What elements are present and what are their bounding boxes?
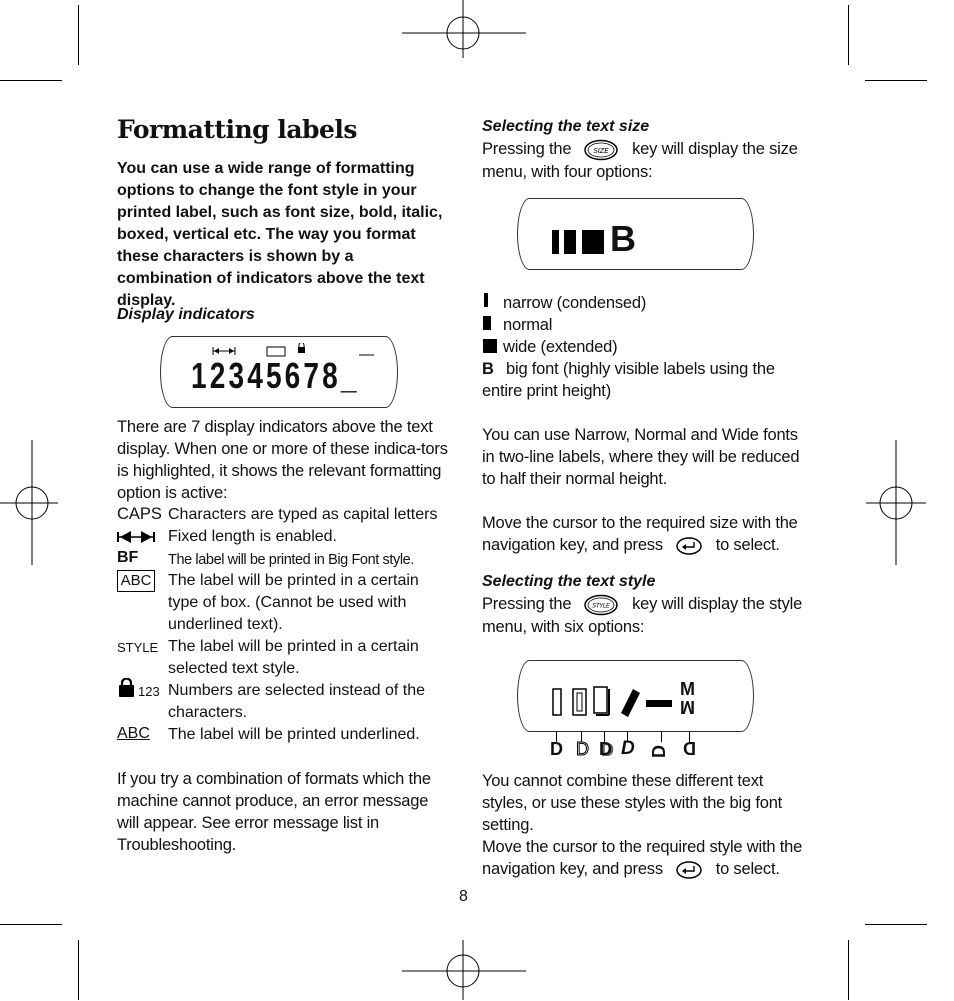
text-size-heading: Selecting the text size [482, 118, 650, 135]
normal-glyph [564, 230, 576, 254]
size-select-instruction: Move the cursor to the required size with the navigation key, and press to select. [482, 514, 798, 554]
vertical-style-glyph [646, 700, 672, 707]
registration-mark-right [866, 440, 926, 570]
mirror-style-glyph: M M [680, 679, 695, 717]
style-combination-note: You cannot combine these different text styles, or use these styles with the big font setting. [482, 772, 783, 834]
page-title: Formatting labels [117, 115, 357, 144]
registration-mark-left [0, 440, 60, 570]
caps-indicator-label: CAPS [117, 505, 162, 523]
normal-sample: D [550, 739, 563, 759]
svg-text:SIZE: SIZE [593, 146, 609, 155]
big-font-label: B [482, 360, 494, 378]
enter-key-icon [673, 536, 705, 556]
lock-icon [118, 678, 136, 698]
italic-style-glyph [621, 689, 640, 717]
mirror-sample: D [683, 739, 696, 759]
italic-sample: D [621, 738, 635, 759]
normal-icon [483, 316, 491, 330]
style-indicator-label: STYLE [117, 640, 159, 655]
numbers-indicator-label: 123 [138, 684, 160, 699]
style-indicator-text: The label will be printed in a certain selected text style. [168, 638, 419, 677]
lcd-size-menu [517, 198, 754, 270]
svg-text:STYLE: STYLE [592, 602, 610, 610]
registration-mark-top [400, 0, 530, 60]
wide-text: wide (extended) [503, 338, 618, 356]
numbers-indicator-text: Numbers are selected instead of the characters. [168, 682, 426, 721]
text-size-intro: Pressing the SIZE key will display the size menu, with four options: [482, 140, 798, 181]
narrow-text: narrow (condensed) [503, 294, 647, 312]
underline-indicator-label: ABC [117, 725, 150, 742]
fixed-length-icon [117, 530, 157, 544]
two-line-note: You can use Narrow, Normal and Wide fonts in two-line labels, where they will be reduced to half their normal height. [482, 426, 800, 488]
text-style-heading: Selecting the text style [482, 573, 656, 590]
box-indicator-label: ABC [117, 570, 155, 592]
lock-indicator-icon [298, 343, 305, 353]
fixed-length-indicator-icon [213, 347, 235, 355]
size-key-icon [582, 139, 624, 161]
outline-sample: D [576, 739, 589, 759]
caps-indicator-text: Characters are typed as capital letters [168, 506, 438, 523]
big-font-glyph: B [610, 218, 636, 259]
big-font-text: big font (highly visible labels using the entire print height) [482, 360, 775, 400]
text-style-intro: Pressing the STYLE key will display the style menu, with six options: [482, 595, 803, 636]
wide-icon [483, 339, 497, 353]
indicators-description: There are 7 display indicators above the text display. When one or more of these indica-tors is highlighted, it shows the relevant formatting option is active: [117, 418, 448, 502]
underline-indicator-text: The label will be printed underlined. [168, 726, 420, 743]
lcd-style-menu [517, 660, 754, 732]
wide-glyph [582, 230, 604, 254]
page-number: 8 [459, 888, 468, 905]
style-option-glyphs [548, 679, 698, 721]
style-select-instruction: Move the cursor to the required style with the navigation key, and press to select. [482, 838, 803, 878]
display-indicators-heading: Display indicators [117, 306, 255, 323]
narrow-glyph [552, 230, 559, 254]
shadow-sample: D [599, 739, 612, 759]
shadow-style-glyph [594, 687, 607, 713]
lcd-characters: 12345678_ [191, 355, 360, 396]
vertical-sample: D [649, 745, 669, 758]
lcd-display-indicators [160, 336, 398, 408]
enter-key-icon [673, 860, 705, 880]
narrow-icon [484, 293, 488, 307]
box-indicator-text: The label will be printed in a certain type of box. (Cannot be used with underlined text). [168, 572, 419, 633]
intro-paragraph: You can use a wide range of formatting options to change the font style in your printed label, such as font size, bold, italic, boxed, vertical etc. The way you format these characters is shown by a combination of indicators above the text display. [117, 160, 443, 309]
normal-text: normal [503, 316, 553, 334]
fixed-length-text: Fixed length is enabled. [168, 528, 337, 545]
error-note: If you try a combination of formats which the machine cannot produce, an error message will appear. See error message list in Troubleshooting. [117, 770, 431, 854]
normal-style-glyph [553, 689, 561, 715]
bf-indicator-text: The label will be printed in Big Font style. [168, 552, 414, 568]
style-key-icon [582, 594, 624, 616]
bf-indicator-label: BF [117, 549, 139, 566]
registration-mark-bottom [400, 940, 530, 1000]
